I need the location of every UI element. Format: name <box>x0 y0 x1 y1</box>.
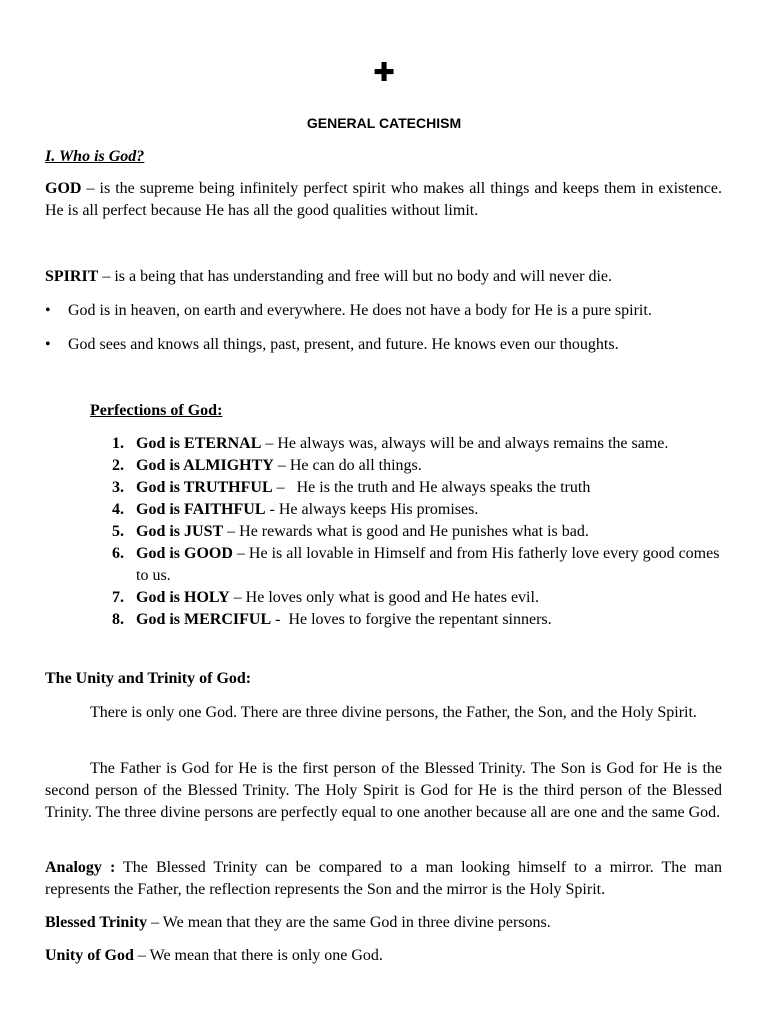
perfections-list <box>112 433 732 631</box>
unity-of-god-term: Unity of God <box>45 947 134 964</box>
trinity-heading: The Unity and Trinity of God: <box>45 670 252 687</box>
item-desc: – He is all lovable in Himself and from His fatherly love every good comes to us. <box>136 545 720 584</box>
list-item <box>112 543 732 587</box>
section-heading-who-is-god: I. Who is God? <box>45 148 145 165</box>
unity-of-god-text: – We mean that there is only one God. <box>133 947 383 964</box>
list-item <box>112 521 732 543</box>
item-number: 7. <box>112 589 124 606</box>
bullet-text: God sees and knows all things, past, present, and future. He knows even our thoughts. <box>68 336 619 353</box>
item-term: God is TRUTHFUL <box>136 479 273 496</box>
unity-of-god-definition <box>45 945 722 967</box>
list-item <box>112 433 732 455</box>
item-term: God is MERCIFUL <box>136 611 272 628</box>
blessed-trinity-text: – We mean that they are the same God in three divine persons. <box>147 914 551 931</box>
god-term: GOD <box>45 180 82 197</box>
item-desc: – He rewards what is good and He punishes what is bad. <box>223 523 589 540</box>
item-number: 5. <box>112 523 124 540</box>
trinity-paragraph-2: The Father is God for He is the first person of the Blessed Trinity. The Son is God for He is the second person of the Blessed Trinity. The Holy Spirit is God for He is the third person of the Blessed Trinity. The three divine persons are perfectly equal to one another because all are one and the same God. <box>45 760 722 821</box>
blessed-trinity-definition <box>45 912 722 934</box>
page-title: GENERAL CATECHISM <box>306 115 462 131</box>
item-number: 8. <box>112 611 124 628</box>
spirit-def-text: – is a being that has understanding and free will but no body and will never die. <box>98 268 613 285</box>
item-number: 6. <box>112 545 124 562</box>
item-term: God is HOLY <box>136 589 230 606</box>
bullet-icon: • <box>45 302 51 319</box>
analogy-paragraph <box>45 857 722 901</box>
item-number: 3. <box>112 479 124 496</box>
spirit-term: SPIRIT <box>45 268 99 285</box>
cross-icon: ✚ <box>373 58 395 88</box>
bullet-text: God is in heaven, on earth and everywhere. He does not have a body for He is a pure spirit. <box>68 302 652 319</box>
list-item <box>112 477 732 499</box>
item-desc: – He always was, always will be and always remains the same. <box>261 435 669 452</box>
list-item <box>112 609 732 631</box>
list-item <box>112 455 732 477</box>
item-desc: – He loves only what is good and He hates evil. <box>229 589 539 606</box>
list-item <box>112 499 732 521</box>
spirit-definition <box>45 266 722 288</box>
item-term: God is ALMIGHTY <box>136 457 274 474</box>
blessed-trinity-term: Blessed Trinity <box>45 914 148 931</box>
item-desc: - He loves to forgive the repentant sinners. <box>271 611 552 628</box>
item-desc: - He always keeps His promises. <box>265 501 479 518</box>
god-def-text: – is the supreme being infinitely perfect spirit who makes all things and keeps them in existence. He is all perfect because He has all the good qualities without limit. <box>45 180 722 219</box>
item-number: 2. <box>112 457 124 474</box>
item-term: God is GOOD <box>136 545 233 562</box>
item-term: God is FAITHFUL <box>136 501 266 518</box>
perfections-heading: Perfections of God: <box>90 402 223 419</box>
item-desc: – He can do all things. <box>273 457 422 474</box>
item-term: God is ETERNAL <box>136 435 262 452</box>
god-definition <box>45 178 722 222</box>
item-desc: – He is the truth and He always speaks the truth <box>272 479 591 496</box>
trinity-paragraph-1: There is only one God. There are three divine persons, the Father, the Son, and the Holy Spirit. <box>90 704 697 721</box>
bullet-icon: • <box>45 336 51 353</box>
item-number: 1. <box>112 435 124 452</box>
item-term: God is JUST <box>136 523 224 540</box>
analogy-text: The Blessed Trinity can be compared to a man looking himself to a mirror. The man represents the Father, the reflection represents the Son and the mirror is the Holy Spirit. <box>45 859 722 898</box>
analogy-term: Analogy : <box>45 859 116 876</box>
item-number: 4. <box>112 501 124 518</box>
list-item <box>112 587 732 609</box>
